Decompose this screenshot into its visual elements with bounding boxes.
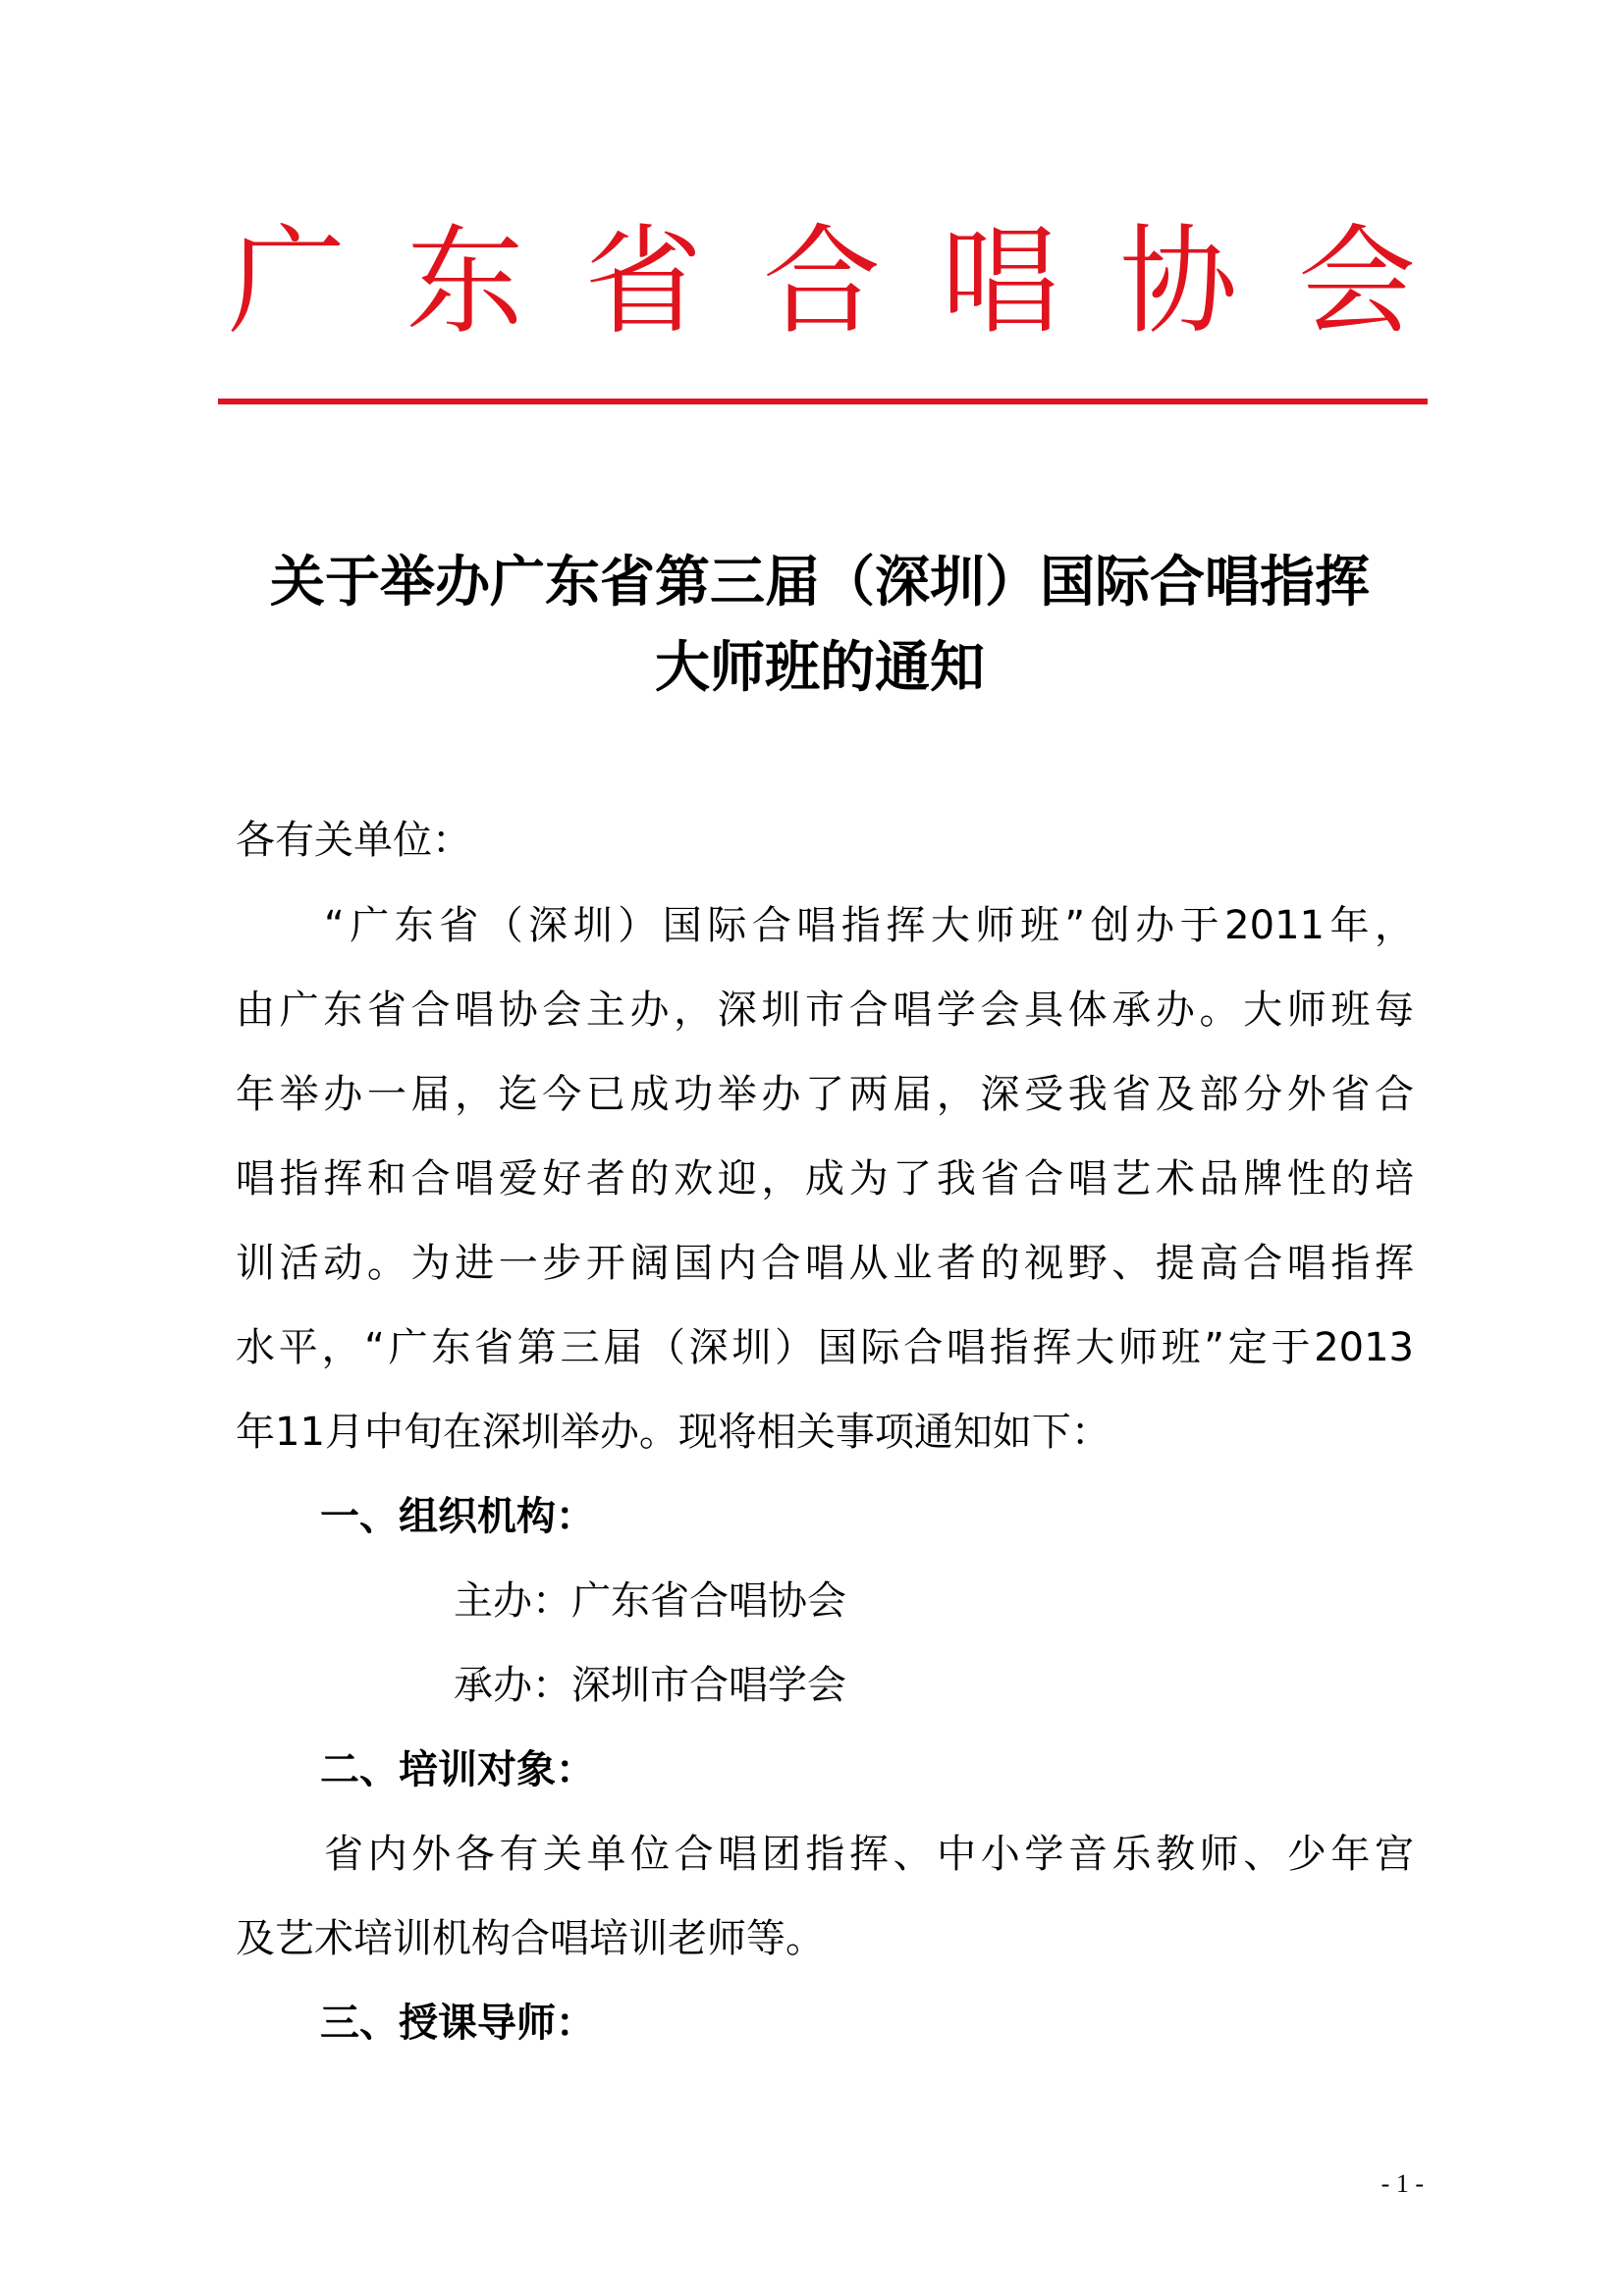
intro-line: 年举办一届，迄今已成功举办了两届，深受我省及部分外省合 [236,1072,1414,1117]
intro-line: “广东省（深圳）国际合唱指挥大师班”创办于2011年， [324,903,1414,948]
org-header-char: 合 [762,214,881,350]
audience-line: 省内外各有关单位合唱团指挥、中小学音乐教师、少年宫 [324,1832,1414,1877]
org-header-char: 省 [584,214,703,350]
org-header-char: 协 [1119,214,1238,350]
intro-line: 水平，“广东省第三届（深圳）国际合唱指挥大师班”定于2013 [236,1325,1414,1370]
page-number: - 1 - [1380,2169,1424,2198]
org-header-char: 会 [1297,214,1416,350]
section-heading-audience: 二、培训对象： [320,1747,595,1792]
section-heading-organization: 一、组织机构： [320,1494,595,1539]
org-header-char: 唱 [941,214,1059,350]
section-heading-instructors: 三、授课导师： [320,2001,595,2046]
host-line: 主办：广东省合唱协会 [454,1578,846,1624]
intro-line: 唱指挥和合唱爱好者的欢迎，成为了我省合唱艺术品牌性的培 [236,1156,1414,1201]
header-divider [218,399,1428,404]
org-header-char: 东 [406,214,524,350]
notice-title-line-1: 关于举办广东省第三届（深圳）国际合唱指挥 [270,550,1370,614]
audience-line: 及艺术培训机构合唱培训老师等。 [236,1916,825,1961]
org-header [228,214,1416,351]
organizer-line: 承办：深圳市合唱学会 [454,1663,846,1708]
intro-line: 年11月中旬在深圳举办。现将相关事项通知如下： [236,1410,1110,1455]
notice-title-line-2: 大师班的通知 [655,635,985,700]
intro-line: 训活动。为进一步开阔国内合唱从业者的视野、提高合唱指挥 [236,1241,1414,1286]
intro-line: 由广东省合唱协会主办，深圳市合唱学会具体承办。大师班每 [236,988,1414,1033]
org-header-char: 广 [228,214,346,350]
salutation: 各有关单位： [236,818,471,863]
